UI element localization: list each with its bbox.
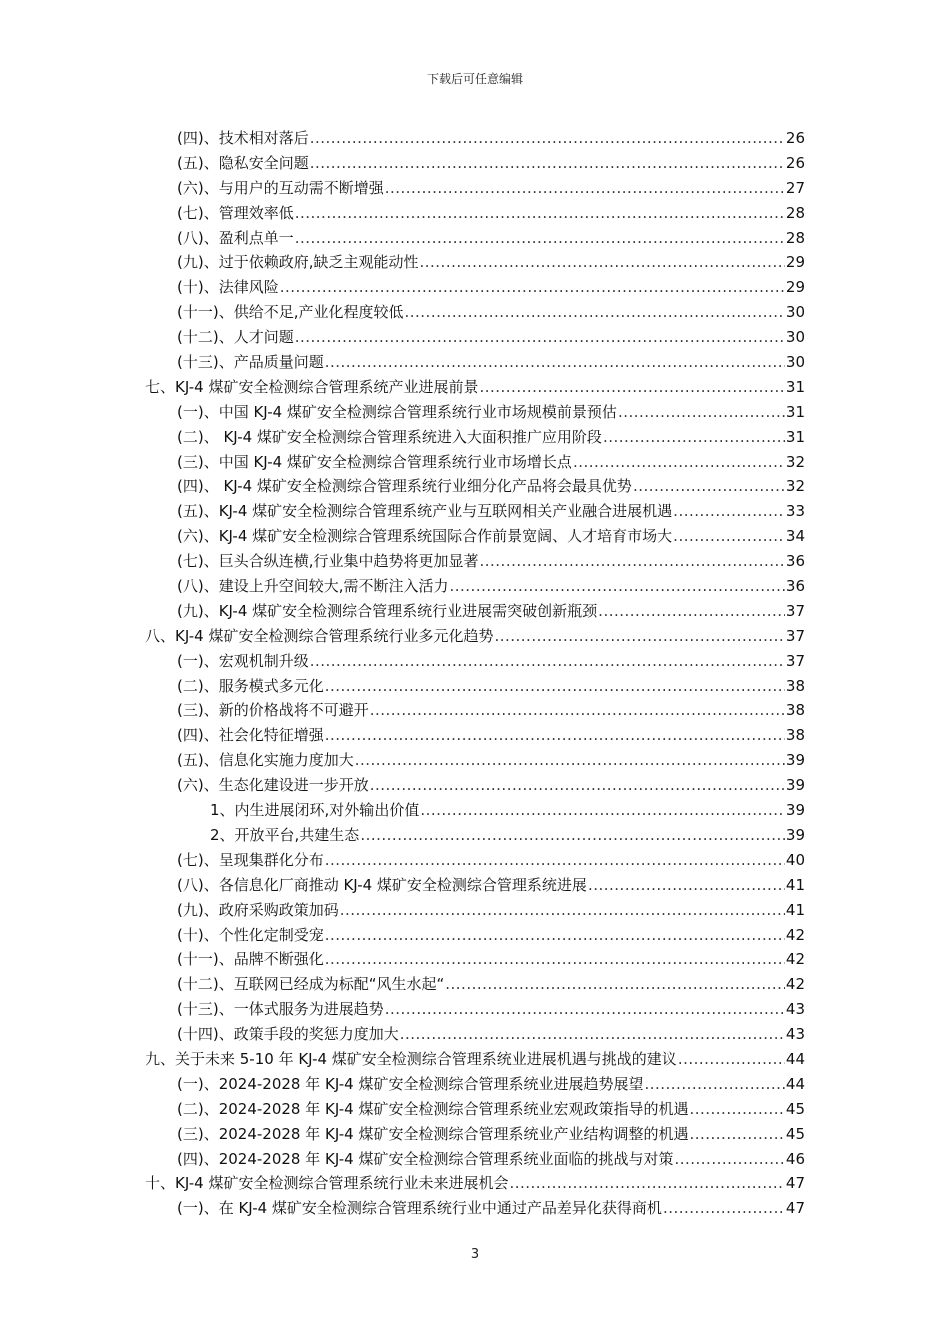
toc-entry-title: (十一)、供给不足,产业化程度较低: [177, 303, 404, 322]
toc-entry-page: 32: [785, 452, 805, 471]
toc-dot-leader: [325, 723, 785, 748]
toc-dot-leader: [404, 300, 784, 325]
toc-entry-page: 39: [785, 801, 805, 820]
toc-entry-page: 28: [785, 203, 805, 222]
toc-entry-title: (三)、2024-2028 年 KJ-4 煤矿安全检测综合管理系统业产业结构调整的机遇: [177, 1124, 689, 1143]
toc-dot-leader: [280, 275, 785, 300]
toc-dot-leader: [385, 997, 785, 1022]
toc-entry-page: 43: [785, 1000, 805, 1019]
toc-dot-leader: [633, 474, 785, 499]
toc-dot-leader: [295, 226, 785, 251]
toc-entry-title: (七)、管理效率低: [177, 203, 294, 222]
toc-entry-page: 42: [785, 950, 805, 969]
toc-dot-leader: [673, 499, 785, 524]
toc-dot-leader: [603, 425, 785, 450]
toc-dot-leader: [618, 400, 785, 425]
toc-entry-title: (十四)、政策手段的奖惩力度加大: [177, 1025, 399, 1044]
toc-entry-page: 30: [785, 303, 805, 322]
toc-entry[interactable]: [177, 524, 805, 549]
toc-entry-title: (四)、技术相对落后: [177, 129, 309, 147]
toc-entry-title: (一)、在 KJ-4 煤矿安全检测综合管理系统行业中通过产品差异化获得商机: [177, 1199, 662, 1218]
toc-entry[interactable]: [177, 748, 805, 773]
toc-entry-page: 34: [785, 527, 805, 546]
toc-dot-leader: [325, 947, 785, 972]
toc-dot-leader: [325, 848, 785, 873]
toc-entry-title: (一)、宏观机制升级: [177, 651, 309, 670]
toc-entry-title: 2、开放平台,共建生态: [210, 825, 360, 844]
toc-entry-page: 39: [785, 825, 805, 844]
toc-entry-title: (九)、KJ-4 煤矿安全检测综合管理系统行业进展需突破创新瓶颈: [177, 601, 598, 620]
toc-dot-leader: [370, 698, 785, 723]
toc-entry-title: (十三)、一体式服务为进展趋势: [177, 1000, 384, 1019]
toc-entry[interactable]: [177, 250, 805, 275]
toc-dot-leader: [295, 201, 785, 226]
toc-entry-title: (三)、中国 KJ-4 煤矿安全检测综合管理系统行业市场增长点: [177, 452, 572, 471]
toc-entry[interactable]: [177, 599, 805, 624]
toc-entry-page: 30: [785, 353, 805, 372]
toc-entry-title: (八)、各信息化厂商推动 KJ-4 煤矿安全检测综合管理系统进展: [177, 875, 587, 894]
toc-entry-title: (六)、生态化建设进一步开放: [177, 776, 369, 795]
toc-entry[interactable]: [177, 997, 805, 1022]
toc-entry-page: 38: [785, 701, 805, 720]
toc-entry-title: (十一)、品牌不断强化: [177, 950, 324, 969]
toc-dot-leader: [310, 126, 785, 151]
toc-entry-title: (四)、社会化特征增强: [177, 726, 324, 745]
toc-entry-page: 39: [785, 751, 805, 770]
toc-entry-title: (二)、服务模式多元化: [177, 676, 324, 695]
toc-dot-leader: [678, 1047, 785, 1072]
toc-dot-leader: [420, 798, 785, 823]
toc-entry[interactable]: [177, 425, 805, 450]
toc-entry-page: 31: [785, 377, 805, 396]
toc-dot-leader: [573, 450, 785, 475]
toc-entry-page: 31: [785, 402, 805, 421]
toc-dot-leader: [445, 972, 785, 997]
toc-entry[interactable]: [145, 1171, 805, 1196]
toc-dot-leader: [295, 325, 785, 350]
toc-dot-leader: [509, 1171, 784, 1196]
toc-entry-title: (四)、 KJ-4 煤矿安全检测综合管理系统行业细分化产品将会最具优势: [177, 477, 632, 496]
toc-entry[interactable]: [177, 350, 805, 375]
toc-entry[interactable]: [177, 1196, 805, 1221]
toc-dot-leader: [370, 773, 785, 798]
toc-dot-leader: [325, 674, 785, 699]
toc-entry-page: 47: [785, 1199, 805, 1218]
toc-entry-page: 29: [785, 278, 805, 297]
toc-entry[interactable]: [210, 798, 805, 823]
toc-entry-page: 45: [785, 1124, 805, 1143]
toc-dot-leader: [449, 574, 784, 599]
toc-dot-leader: [325, 350, 785, 375]
toc-entry-title: (九)、过于依赖政府,缺乏主观能动性: [177, 253, 419, 272]
toc-entry-page: 28: [785, 228, 805, 247]
toc-entry-title: (五)、隐私安全问题: [177, 153, 309, 172]
toc-entry-page: 31: [785, 427, 805, 446]
toc-entry[interactable]: [177, 698, 805, 723]
toc-entry[interactable]: [177, 1122, 805, 1147]
toc-entry-title: (三)、新的价格战将不可避开: [177, 701, 369, 720]
toc-entry[interactable]: [177, 474, 805, 499]
toc-entry-title: (五)、KJ-4 煤矿安全检测综合管理系统产业与互联网相关产业融合进展机遇: [177, 502, 673, 521]
toc-entry-page: 36: [785, 577, 805, 596]
toc-entry-page: 26: [785, 129, 805, 147]
toc-entry-title: 七、KJ-4 煤矿安全检测综合管理系统产业进展前景: [145, 377, 479, 396]
toc-entry-page: 45: [785, 1099, 805, 1118]
toc-entry-page: 47: [785, 1174, 805, 1193]
toc-entry-title: (五)、信息化实施力度加大: [177, 751, 354, 770]
toc-entry[interactable]: [145, 1047, 805, 1072]
toc-entry[interactable]: [177, 923, 805, 948]
toc-entry-page: 29: [785, 253, 805, 272]
toc-entry-page: 41: [785, 900, 805, 919]
toc-dot-leader: [355, 748, 785, 773]
toc-entry-title: 九、关于未来 5-10 年 KJ-4 煤矿安全检测综合管理系统业进展机遇与挑战的建议: [145, 1049, 677, 1068]
toc-entry-page: 33: [785, 502, 805, 521]
toc-entry-title: (六)、与用户的互动需不断增强: [177, 178, 384, 197]
toc-dot-leader: [689, 1097, 784, 1122]
toc-dot-leader: [674, 1147, 784, 1172]
toc-entry[interactable]: [177, 649, 805, 674]
toc-entry[interactable]: [177, 674, 805, 699]
toc-entry-title: (六)、KJ-4 煤矿安全检测综合管理系统国际合作前景宽阔、人才培育市场大: [177, 527, 673, 546]
toc-entry-page: 36: [785, 552, 805, 571]
toc-dot-leader: [310, 151, 785, 176]
toc-dot-leader: [385, 176, 785, 201]
toc-entry[interactable]: [177, 151, 805, 176]
toc-entry[interactable]: [210, 823, 805, 848]
toc-dot-leader: [663, 1196, 785, 1221]
toc-entry-page: 32: [785, 477, 805, 496]
toc-entry-page: 37: [785, 601, 805, 620]
toc-entry-page: 40: [785, 850, 805, 869]
toc-entry[interactable]: [177, 1097, 805, 1122]
toc-entry-page: 37: [785, 626, 805, 645]
toc-entry[interactable]: [177, 1022, 805, 1047]
toc-dot-leader: [598, 599, 785, 624]
toc-entry[interactable]: [177, 300, 805, 325]
toc-entry[interactable]: [177, 226, 805, 251]
toc-entry[interactable]: [177, 972, 805, 997]
toc-entry[interactable]: [177, 400, 805, 425]
toc-entry-title: (四)、2024-2028 年 KJ-4 煤矿安全检测综合管理系统业面临的挑战与对策: [177, 1149, 674, 1168]
toc-entry[interactable]: [177, 873, 805, 898]
toc-entry-title: (七)、呈现集群化分布: [177, 850, 324, 869]
toc-dot-leader: [360, 823, 785, 848]
toc-entry[interactable]: [177, 773, 805, 798]
toc-entry[interactable]: [177, 947, 805, 972]
toc-entry[interactable]: [145, 375, 805, 400]
toc-dot-leader: [588, 873, 785, 898]
toc-dot-leader: [479, 549, 784, 574]
toc-entry-title: (八)、盈利点单一: [177, 228, 294, 247]
page-number: 3: [470, 1247, 480, 1262]
toc-entry-page: 30: [785, 328, 805, 347]
toc-entry-title: (七)、巨头合纵连横,行业集中趋势将更加显著: [177, 552, 479, 571]
toc-entry-page: 44: [785, 1049, 805, 1068]
table-of-contents: [0, 126, 950, 1221]
toc-dot-leader: [673, 524, 785, 549]
toc-entry[interactable]: [177, 549, 805, 574]
toc-entry-title: (十二)、互联网已经成为标配“风生水起“: [177, 975, 445, 994]
toc-entry-title: (十)、个性化定制受宠: [177, 925, 324, 944]
toc-dot-leader: [340, 898, 785, 923]
toc-entry-title: (八)、建设上升空间较大,需不断注入活力: [177, 577, 449, 596]
toc-entry[interactable]: [177, 574, 805, 599]
toc-entry[interactable]: [177, 201, 805, 226]
toc-dot-leader: [689, 1122, 784, 1147]
toc-entry-page: 26: [785, 153, 805, 172]
toc-entry-title: 八、KJ-4 煤矿安全检测综合管理系统行业多元化趋势: [145, 626, 494, 645]
toc-dot-leader: [400, 1022, 785, 1047]
toc-entry-page: 46: [785, 1149, 805, 1168]
toc-entry-title: (十三)、产品质量问题: [177, 353, 324, 372]
toc-dot-leader: [325, 923, 785, 948]
toc-entry-page: 38: [785, 726, 805, 745]
toc-entry-title: (一)、2024-2028 年 KJ-4 煤矿安全检测综合管理系统业进展趋势展望: [177, 1074, 644, 1093]
toc-entry-page: 41: [785, 875, 805, 894]
toc-entry-page: 42: [785, 925, 805, 944]
toc-entry-page: 37: [785, 651, 805, 670]
toc-entry-page: 42: [785, 975, 805, 994]
toc-entry[interactable]: [177, 325, 805, 350]
toc-entry-title: (十)、法律风险: [177, 278, 279, 297]
toc-entry-page: 44: [785, 1074, 805, 1093]
toc-entry-title: (一)、中国 KJ-4 煤矿安全检测综合管理系统行业市场规模前景预估: [177, 402, 617, 421]
toc-entry-page: 27: [785, 178, 805, 197]
page-header: 下载后可任意编辑: [426, 72, 523, 86]
toc-entry[interactable]: [145, 624, 805, 649]
toc-entry-title: (九)、政府采购政策加码: [177, 900, 339, 919]
toc-entry[interactable]: [177, 1147, 805, 1172]
toc-entry[interactable]: [177, 499, 805, 524]
toc-entry[interactable]: [177, 1072, 805, 1097]
toc-dot-leader: [310, 649, 785, 674]
toc-entry[interactable]: [177, 275, 805, 300]
toc-entry-title: (二)、 KJ-4 煤矿安全检测综合管理系统进入大面积推广应用阶段: [177, 427, 602, 446]
toc-entry[interactable]: [177, 723, 805, 748]
toc-entry-page: 43: [785, 1025, 805, 1044]
toc-dot-leader: [644, 1072, 784, 1097]
toc-entry[interactable]: [177, 176, 805, 201]
toc-entry-title: (二)、2024-2028 年 KJ-4 煤矿安全检测综合管理系统业宏观政策指导的机遇: [177, 1099, 689, 1118]
toc-dot-leader: [494, 624, 784, 649]
toc-entry-title: (十二)、人才问题: [177, 328, 294, 347]
toc-dot-leader: [479, 375, 784, 400]
toc-entry-title: 十、KJ-4 煤矿安全检测综合管理系统行业未来进展机会: [145, 1174, 509, 1193]
toc-entry[interactable]: [177, 450, 805, 475]
toc-entry-page: 39: [785, 776, 805, 795]
toc-entry[interactable]: [177, 848, 805, 873]
toc-entry-page: 38: [785, 676, 805, 695]
toc-entry[interactable]: [177, 898, 805, 923]
toc-entry[interactable]: [177, 126, 805, 151]
toc-entry-title: 1、内生进展闭环,对外输出价值: [210, 801, 420, 820]
toc-dot-leader: [419, 250, 784, 275]
